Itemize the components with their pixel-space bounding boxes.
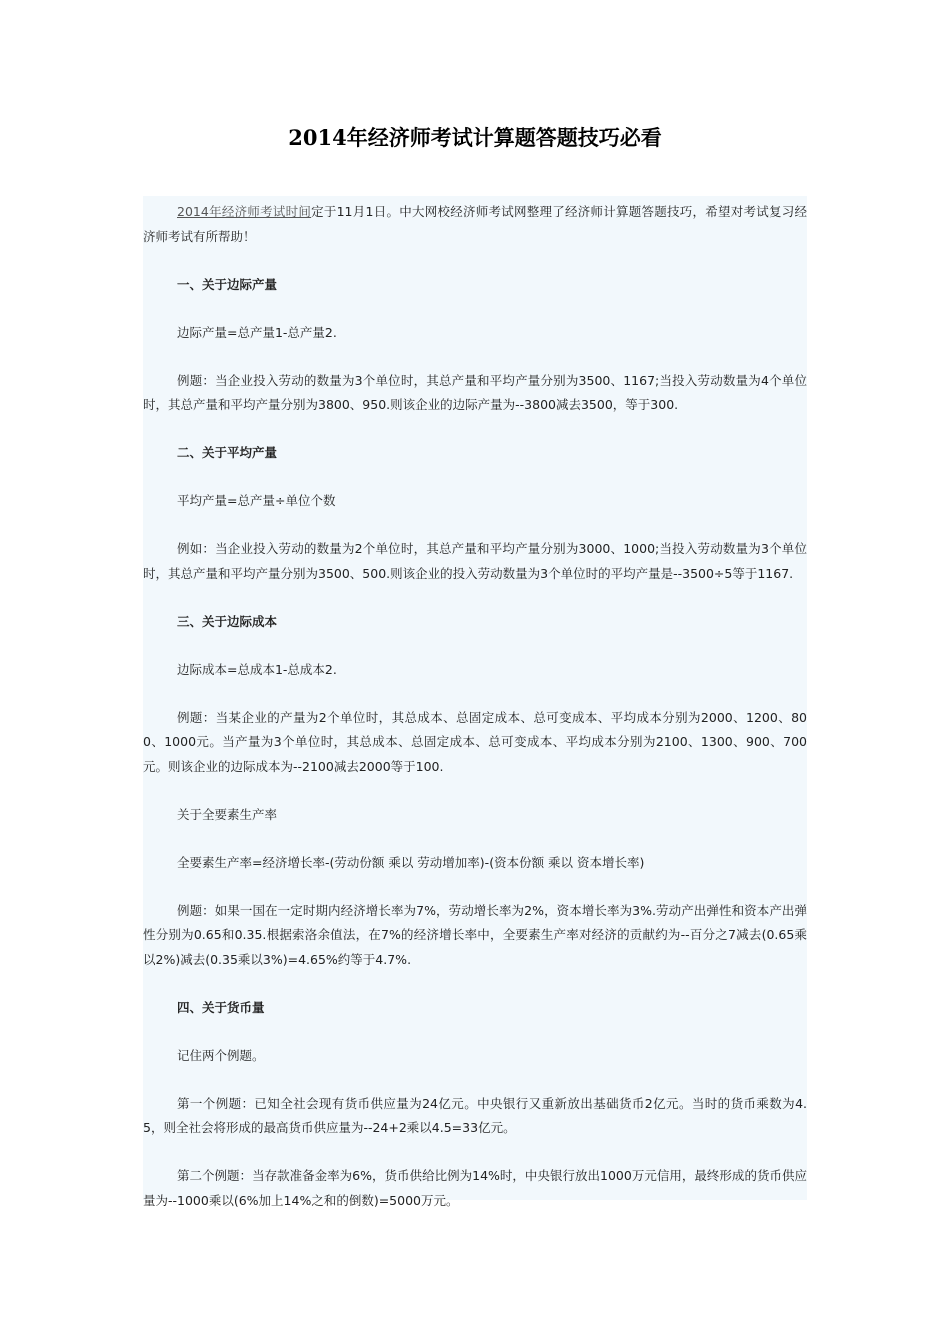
- body-paragraph: 第二个例题：当存款准备金率为6%，货币供给比例为14%时，中央银行放出1000万元信用，最终形成的货币供应量为--1000乘以(6%加上14%之和的倒数)=5000万元。: [143, 1168, 807, 1208]
- body-paragraph: 例如：当企业投入劳动的数量为2个单位时，其总产量和平均产量分别为3000、1000;当投入劳动数量为3个单位时，其总产量和平均产量分别为3500、500.则该企业的投入劳动数量为3个单位时的平均产量是--3500÷5等于1167.: [143, 541, 807, 581]
- page-title: 2014年经济师考试计算题答题技巧必看: [288, 125, 662, 150]
- section-heading: 四、关于货币量: [177, 999, 265, 1015]
- body-paragraph: 平均产量=总产量÷单位个数: [177, 493, 336, 508]
- body-paragraph: 边际成本=总成本1-总成本2.: [177, 661, 337, 677]
- body-paragraph: 例题：当企业投入劳动的数量为3个单位时，其总产量和平均产量分别为3500、1167;当投入劳动数量为4个单位时，其总产量和平均产量分别为3800、950.则该企业的边际产量为--3800减去3500，等于300.: [143, 372, 807, 412]
- intro-paragraph: [143, 200, 807, 249]
- exam-date-link[interactable]: 2014年经济师考试时间: [177, 204, 312, 219]
- body-paragraph: 记住两个例题。: [177, 1047, 265, 1063]
- section-heading: 三、关于边际成本: [177, 613, 278, 629]
- intro-text: 定于11月1日。中大网校经济师考试网整理了经济师计算题答题技巧，希望对考试复习经济师考试有所帮助！: [143, 204, 807, 244]
- body-paragraph: 边际产量=总产量1-总产量2.: [177, 324, 337, 340]
- section-heading: 一、关于边际产量: [177, 276, 278, 292]
- section-heading: 二、关于平均产量: [177, 445, 278, 460]
- body-paragraph: 例题：如果一国在一定时期内经济增长率为7%，劳动增长率为2%，资本增长率为3%.劳动产出弹性和资本产出弹性分别为0.65和0.35.根据索洛余值法，在7%的经济增长率中，全要素生产率对经济的贡献约为--百分之7减去(0.65乘以2%)减去(0.35乘以3%)=4.65%约等于4.7%.: [143, 902, 807, 967]
- body-paragraph: 第一个例题：已知全社会现有货币供应量为24亿元。中央银行又重新放出基础货币2亿元。当时的货币乘数为4.5，则全社会将形成的最高货币供应量为--24+2乘以4.5=33亿元。: [143, 1095, 807, 1135]
- body-paragraph: 例题：当某企业的产量为2个单位时，其总成本、总固定成本、总可变成本、平均成本分别为2000、1200、800、1000元。当产量为3个单位时，其总成本、总固定成本、总可变成本、平均成本分别为2100、1300、900、700元。则该企业的边际成本为--2100减去2000等于100.: [143, 709, 807, 774]
- body-paragraph: 关于全要素生产率: [177, 806, 278, 822]
- body-paragraph: 全要素生产率=经济增长率-(劳动份额 乘以 劳动增加率)-(资本份额 乘以 资本增长率): [177, 854, 645, 870]
- paragraph-list: [143, 273, 807, 1214]
- article-body: [143, 196, 807, 1208]
